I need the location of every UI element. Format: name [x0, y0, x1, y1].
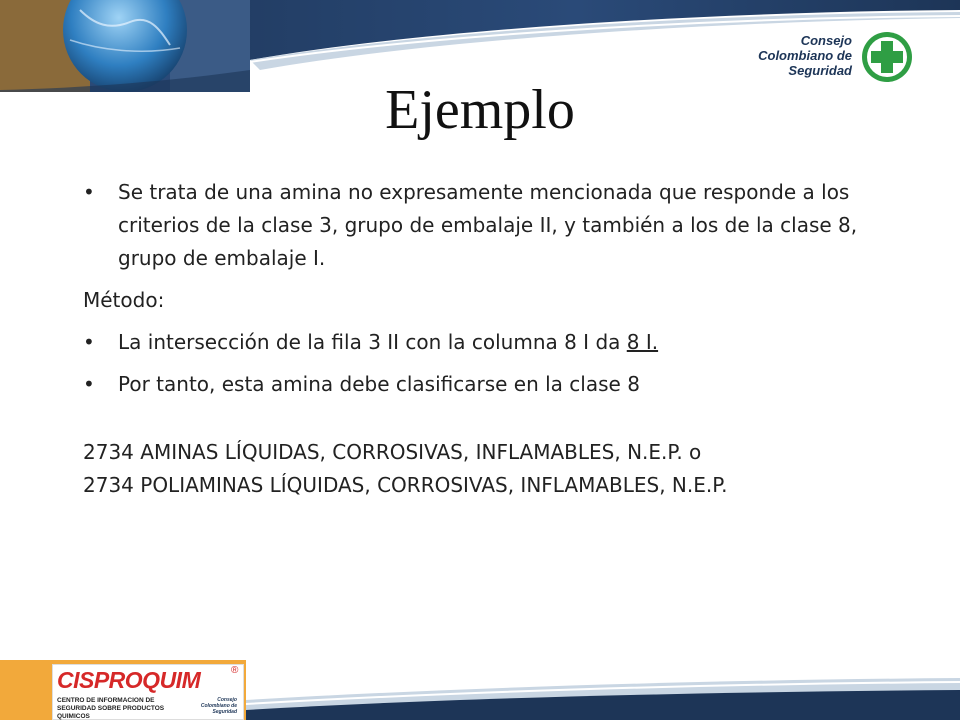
bullet-intersection	[83, 326, 883, 359]
green-cross-icon	[860, 30, 914, 84]
bullet-text: Por tanto, esta amina debe clasificarse en la clase 8	[118, 372, 640, 396]
slide-title: Ejemplo	[385, 79, 575, 141]
un-entry-line-2: 2734 POLIAMINAS LÍQUIDAS, CORROSIVAS, INFLAMABLES, N.E.P.	[83, 473, 728, 497]
cisproquim-subtitle: CENTRO DE INFORMACION DE SEGURIDAD SOBRE PRODUCTOS QUIMICOS	[57, 697, 165, 720]
bullet-text: La intersección de la fila 3 II con la columna 8 I da	[118, 330, 627, 354]
underlined-result: 8 I.	[626, 330, 659, 354]
registered-mark: ®	[231, 665, 239, 676]
bullet-icon: •	[83, 180, 95, 204]
bullet-conclusion	[83, 368, 883, 401]
logo-text	[740, 33, 852, 78]
method-label: Método:	[83, 288, 165, 312]
logo-line-1: Consejo	[800, 33, 852, 48]
un-entry-line-1: 2734 AMINAS LÍQUIDAS, CORROSIVAS, INFLAMABLES, N.E.P. o	[83, 440, 702, 464]
bullet-amine-description	[83, 176, 883, 275]
cisproquim-logo	[0, 660, 246, 720]
bullet-icon: •	[83, 372, 95, 396]
bullet-text: Se trata de una amina no expresamente mencionada que responde a los criterios de la clase 3, grupo de embalaje II, y también a los de la clase 8, grupo de embalaje I.	[118, 180, 858, 270]
logo-line-3: Seguridad	[788, 63, 852, 78]
cisproquim-brand: CISPROQUIM	[57, 667, 201, 693]
bullet-icon: •	[83, 330, 95, 354]
logo-line-2: Colombiano de	[758, 48, 852, 63]
cisproquim-logo-box	[52, 664, 244, 720]
slide-content	[83, 176, 883, 502]
cisproquim-mini-consejo: Consejo Colombiano de Seguridad	[200, 697, 237, 715]
